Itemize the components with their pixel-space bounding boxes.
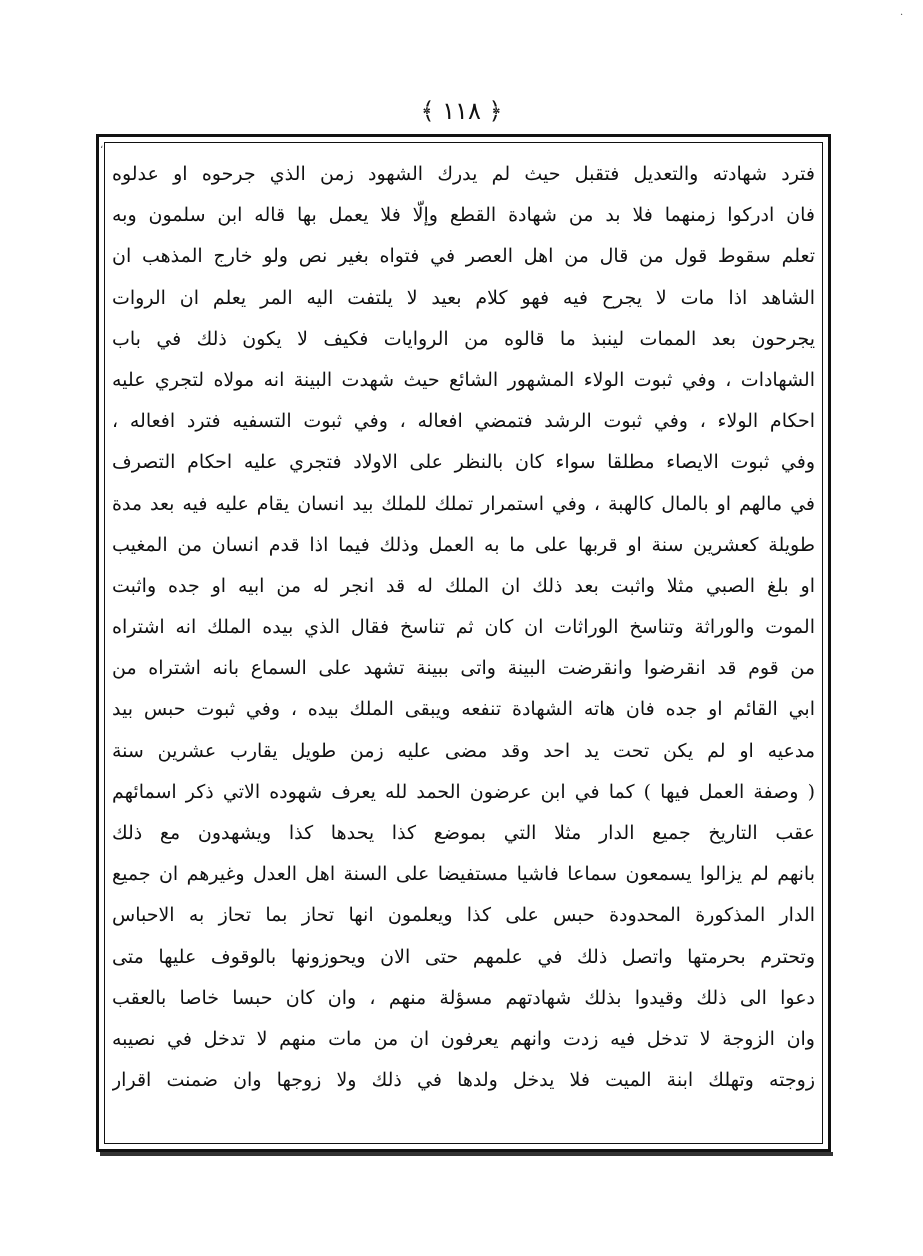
text-line: وتحترم بحرمتها واتصل ذلك في علمهم حتى الان ويحوزونها بالوقوف عليها متى: [112, 945, 815, 968]
text-line: الموت والوراثة وتناسخ الوراثات ان كان ثم تناسخ فقال الذي بيده الملك انه اشتراه: [112, 616, 815, 639]
text-line: بانهم لم يزالوا يسمعون سماعا فاشيا مستفيضا على السنة اهل العدل وغيرهم ان جميع: [112, 863, 815, 886]
text-line: وان الزوجة لا تدخل فيه زدت وانهم يعرفون ان من مات منهم لا تدخل في نصيبه: [112, 1027, 815, 1050]
text-line: او بلغ الصبي مثلا واثبت بعد ذلك ان الملك له قد انجر له من ابيه او جده واثبت: [112, 574, 815, 597]
text-line: من قوم قد انقرضوا وانقرضت البينة واتى ببينة تشهد على السماع بانه اشتراه من: [112, 657, 815, 680]
text-line: ( وصفة العمل فيها ) كما في ابن عرضون الحمد لله يعرف شهوده الاتي ذكر اسمائهم: [112, 780, 815, 803]
text-line: الشهادات ، وفي ثبوت الولاء المشهور الشائع حيث شهدت البينة انه مولاه لتجري عليه: [112, 368, 815, 391]
page-frame-shadow: [100, 1152, 833, 1156]
body-text: [112, 154, 815, 1101]
text-line: يجرحون بعد الممات لينبذ ما قالوه من الروايات فكيف لا يكون ذلك في باب: [112, 327, 815, 350]
text-line: زوجته وتهلك ابنة الميت فلا يدخل ولدها في ذلك ولا زوجها وان ضمنت اقرار: [112, 1069, 815, 1092]
stray-mark: ·: [900, 10, 904, 21]
text-line: مدعيه او لم يكن تحت يد احد وقد مضى عليه زمن طويل يقارب عشرين سنة: [112, 739, 815, 762]
text-line: ابي القائم او جده فان هاته الشهادة تنفعه ويبقى الملك بيده ، وفي ثبوت حبس بيد: [112, 698, 815, 721]
text-line: دعوا الى ذلك وقيدوا بذلك شهادتهم مسؤلة منهم ، وان كان حبسا خاصا بالعقب: [112, 986, 815, 1009]
page-number: ﴾ ١١٨ ﴿: [420, 97, 503, 125]
text-line: طويلة كعشرين سنة او قربها على ما به العمل وذلك فيما اذا قدم انسان من المغيب: [112, 533, 815, 556]
text-line: احكام الولاء ، وفي ثبوت الرشد فتمضي افعاله ، وفي ثبوت التسفيه فترد افعاله ،: [112, 410, 815, 433]
stray-mark: ،: [100, 140, 104, 151]
text-line: الدار المذكورة المحدودة حبس على كذا ويعلمون انها تحاز بما تحاز به الاحباس: [112, 904, 815, 927]
text-line: في مالهم او بالمال كالهبة ، وفي استمرار تملك للملك بيد انسان يقام عليه فيه بعد مدة: [112, 492, 815, 515]
text-line: فترد شهادته والتعديل فتقبل حيث لم يدرك الشهود زمن الذي جرحوه او عدلوه: [112, 163, 815, 185]
text-line: فان ادركوا زمنهما فلا بد من شهادة القطع وإلّا فلا يعمل بها قاله ابن سلمون وبه: [112, 204, 815, 227]
text-line: تعلم سقوط قول من قال من اهل العصر في فتواه بغير نص ولو خارج المذهب ان: [112, 245, 815, 268]
text-line: عقب التاريخ جميع الدار مثلا التي بموضع كذا يحدها كذا ويشهدون مع ذلك: [112, 822, 815, 844]
text-line: وفي ثبوت الايصاء مطلقا سواء كان بالنظر على الاولاد فتجري عليه احكام التصرف: [112, 451, 815, 474]
text-line: الشاهد اذا مات لا يجرح فيه فهو كلام بعيد لا يلتفت اليه المر يعلم ان الروات: [112, 286, 815, 309]
